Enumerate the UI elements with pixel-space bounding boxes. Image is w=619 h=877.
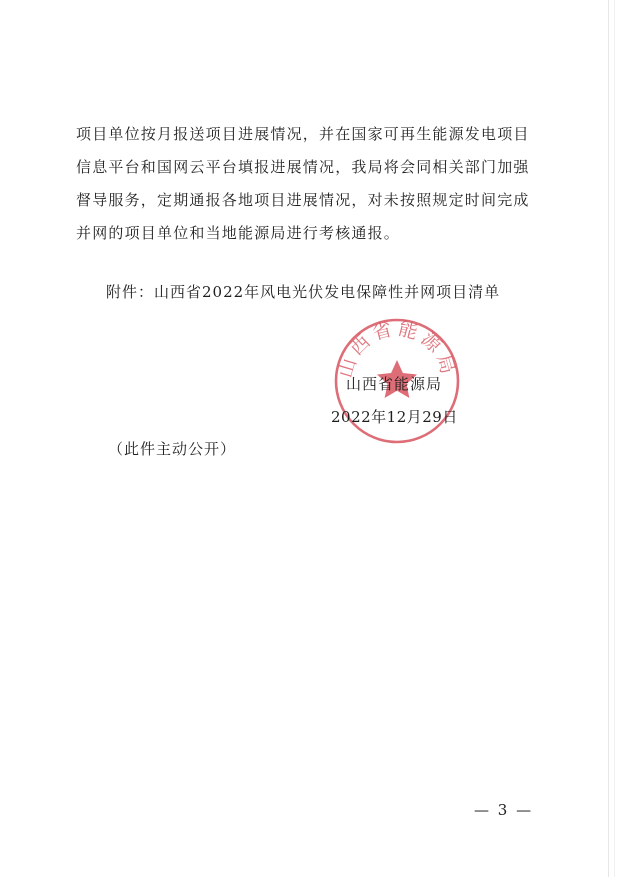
body-line: 并网的项目单位和当地能源局进行考核通报。: [76, 224, 401, 242]
issuer-name: 山西省能源局: [346, 375, 443, 393]
body-line: 项目单位按月报送项目进展情况，并在国家可再生能源发电项目: [76, 125, 530, 143]
body-line: 督导服务，定期通报各地项目进展情况，对未按照规定时间完成: [76, 191, 530, 209]
page-edge-line-secondary: [614, 0, 615, 877]
page-number: — 3 —: [474, 801, 534, 819]
disclosure-note: （此件主动公开）: [108, 440, 237, 458]
attachment-note: 附件：山西省2022年风电光伏发电保障性并网项目清单: [106, 283, 501, 301]
body-line: 信息平台和国网云平台填报进展情况，我局将会同相关部门加强: [76, 158, 530, 176]
issue-date: 2022年12月29日: [331, 408, 458, 426]
body-paragraph: [76, 118, 556, 250]
page-edge-line: [608, 0, 609, 877]
seal-text: 山西省能源局: [334, 317, 460, 381]
